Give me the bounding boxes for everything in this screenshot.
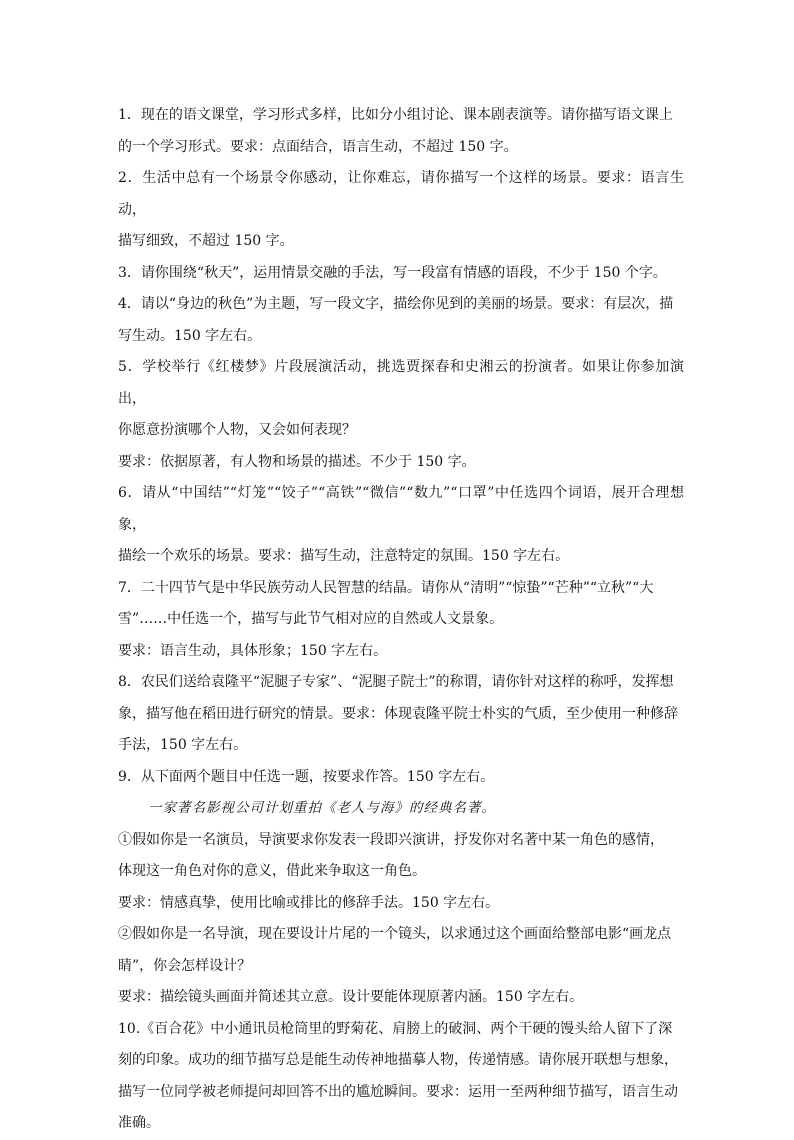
text-line: 2．生活中总有一个场景令你感动，让你难忘，请你描写一个这样的场景。要求：语言生动， (118, 170, 684, 218)
text-line: 雪”……中任选一个，描写与此节气相对应的自然或人文景象。 (118, 611, 504, 627)
text-line: 准确。 (118, 1115, 160, 1131)
text-line: 6．请从“中国结”“灯笼”“饺子”“高铁”“微信”“数九”“口罩”中任选四个词语，展开合理想象， (118, 485, 684, 533)
text-line: 描写一位同学被老师提问却回答不出的尴尬瞬间。要求：运用一至两种细节描写，语言生动 (118, 1083, 678, 1100)
text-line: 9．从下面两个题目中任选一题，按要求作答。150 字左右。 (118, 768, 495, 785)
text-line: 刻的印象。成功的细节描写总是能生动传神地描摹人物，传递情感。请你展开联想与想象， (118, 1052, 678, 1068)
text-line: 手法，150 字左右。 (118, 737, 248, 753)
text-line: 10.《百合花》中小通讯员枪筒里的野菊花、肩膀上的破洞、两个干硬的馒头给人留下了深 (118, 1020, 673, 1037)
text-line: 写生动。150 字左右。 (118, 327, 262, 344)
text-line: 睛”，你会怎样设计？ (118, 957, 252, 974)
text-line: 5．学校举行《红楼梦》片段展演活动，挑选贾探春和史湘云的扮演者。如果让你参加演出， (118, 359, 684, 407)
text-line: 3．请你围绕“秋天”，运用情景交融的手法，写一段富有情感的语段，不少于 150 个字。 (118, 264, 667, 281)
text-line: 描写细致，不超过 150 字。 (118, 233, 294, 249)
text-line: 描绘一个欢乐的场景。要求：描写生动，注意特定的氛围。150 字左右。 (118, 548, 570, 564)
text-line: 要求：语言生动，具体形象；150 字左右。 (118, 642, 388, 659)
text-line: ①假如你是一名演员，导演要求你发表一段即兴演讲，抒发你对名著中某一角色的感情， (118, 831, 664, 848)
text-line-subtitle: 一家著名影视公司计划重拍《老人与海》的经典名著。 (148, 800, 496, 816)
text-line: 你愿意扮演哪个人物，又会如何表现？ (118, 422, 356, 438)
text-line: 的一个学习形式。要求：点面结合，语言生动，不超过 150 字。 (118, 138, 518, 155)
text-line: 1．现在的语文课堂，学习形式多样，比如分小组讨论、课本剧表演等。请你描写语文课上 (118, 107, 673, 123)
text-line: 要求：依据原著，有人物和场景的描述。不少于 150 字。 (118, 453, 476, 470)
document-body (118, 100, 684, 1140)
text-line: 象，描写他在稻田进行研究的情景。要求：体现袁隆平院士朴实的气质，至少使用一种修辞 (118, 705, 678, 722)
text-line: 要求：情感真挚，使用比喻或排比的修辞手法。150 字左右。 (118, 894, 500, 911)
text-line: 8．农民们送给袁隆平“泥腿子专家”、“泥腿子院士”的称谓，请你针对这样的称呼，发挥想 (118, 674, 674, 690)
text-line: ②假如你是一名导演，现在要设计片尾的一个镜头，以求通过这个画面给整部电影“画龙点 (118, 926, 672, 942)
text-line: 7．二十四节气是中华民族劳动人民智慧的结晶。请你从“清明”“惊蛰”“芒种”“立秋”“大 (118, 579, 654, 596)
text-line: 体现这一角色对你的意义，借此来争取这一角色。 (118, 863, 426, 879)
text-line: 4．请以“身边的秋色”为主题，写一段文字，描绘你见到的美丽的场景。要求：有层次，描 (118, 296, 674, 312)
text-line: 要求：描绘镜头画面并简述其立意。设计要能体现原著内涵。150 字左右。 (118, 989, 584, 1005)
